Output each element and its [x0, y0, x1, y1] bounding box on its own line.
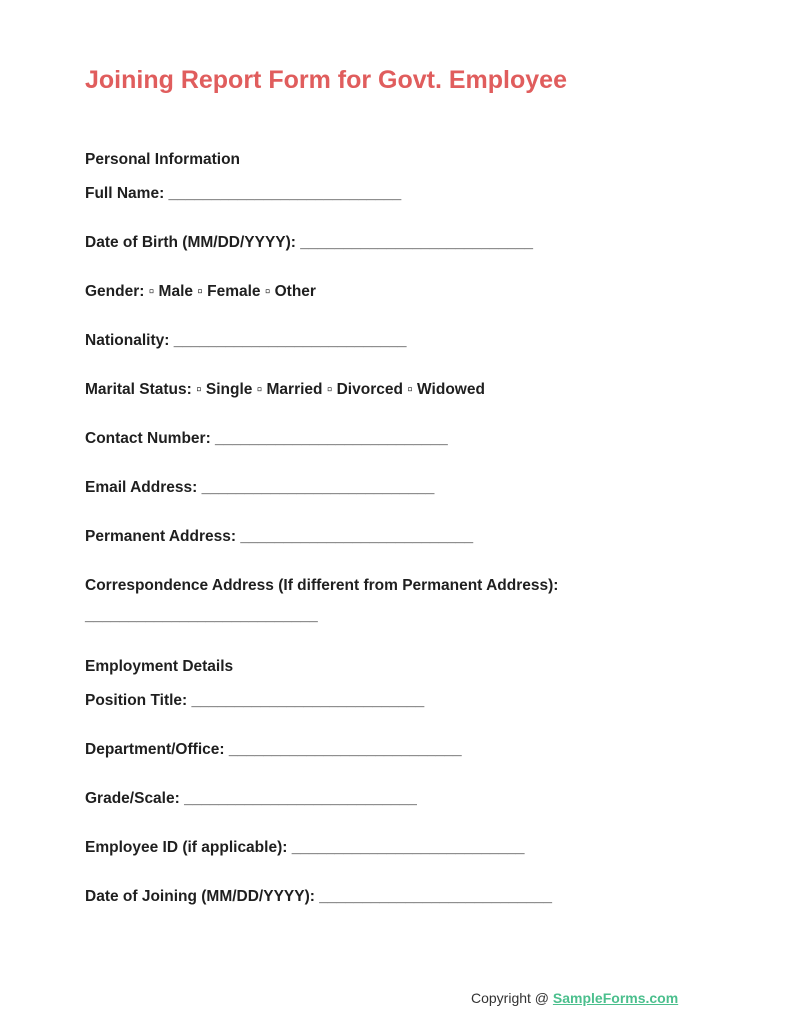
full-name-field[interactable]: Full Name: ___________________________	[85, 185, 402, 202]
permanent-address-field[interactable]: Permanent Address: ___________________________	[85, 528, 474, 545]
date-of-joining-field[interactable]: Date of Joining (MM/DD/YYYY): ___________________________	[85, 888, 552, 905]
date-of-birth-field[interactable]: Date of Birth (MM/DD/YYYY): ___________________________	[85, 234, 534, 251]
grade-scale-field[interactable]: Grade/Scale: ___________________________	[85, 790, 417, 807]
brand-link[interactable]: SampleForms.com	[552, 990, 679, 1006]
contact-number-field[interactable]: Contact Number: ___________________________	[85, 430, 448, 447]
nationality-field[interactable]: Nationality: ___________________________	[85, 332, 407, 349]
copyright-text: Copyright @	[471, 990, 553, 1006]
marital-status-field[interactable]: Marital Status: ▫ Single ▫ Married ▫ Divorced ▫ Widowed	[85, 381, 485, 398]
correspondence-address-label: Correspondence Address (If different from Permanent Address):	[85, 577, 559, 594]
correspondence-address-field[interactable]: ___________________________	[85, 607, 318, 624]
position-title-field[interactable]: Position Title: ___________________________	[85, 692, 425, 709]
employment-details-heading: Employment Details	[85, 658, 234, 675]
personal-information-heading: Personal Information	[85, 151, 241, 168]
footer-copyright	[471, 990, 678, 1006]
department-office-field[interactable]: Department/Office: ___________________________	[85, 741, 462, 758]
page-title: Joining Report Form for Govt. Employee	[85, 66, 567, 94]
gender-field[interactable]: Gender: ▫ Male ▫ Female ▫ Other	[85, 283, 316, 300]
email-address-field[interactable]: Email Address: ___________________________	[85, 479, 435, 496]
employee-id-field[interactable]: Employee ID (if applicable): ___________________________	[85, 839, 525, 856]
